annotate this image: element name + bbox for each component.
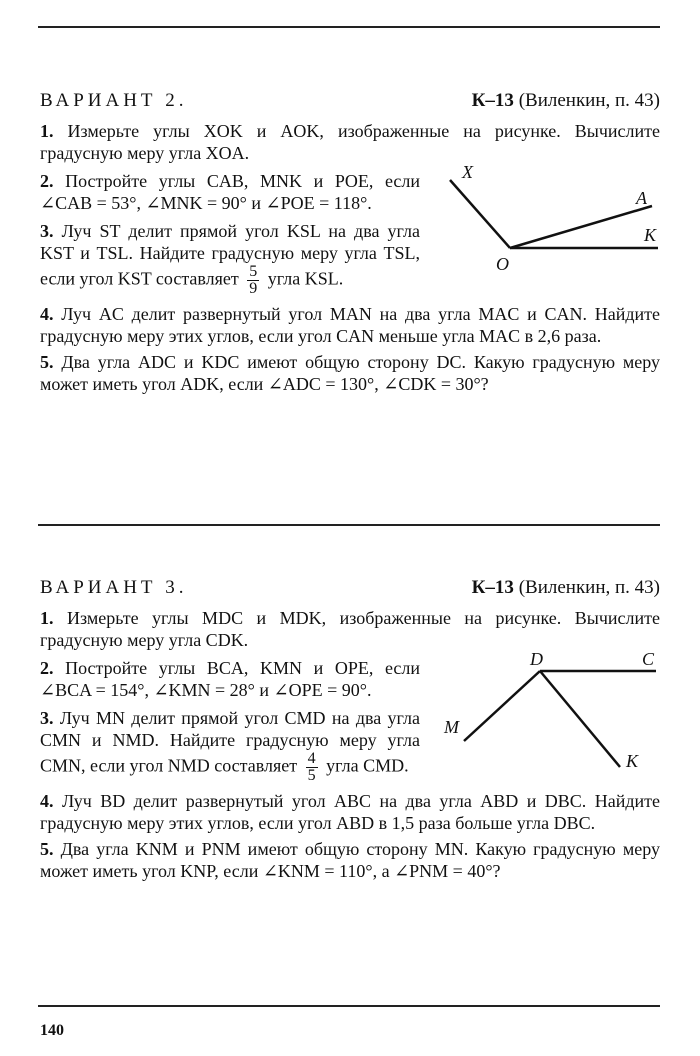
variant-3-problem-5 [40, 838, 660, 882]
variant-2-angle-figure [430, 160, 670, 280]
variant-3-problem-2 [40, 657, 420, 701]
problem-number: 2. [40, 171, 54, 191]
fraction-denominator: 5 [307, 767, 316, 784]
page-number: 140 [40, 1022, 64, 1039]
variant-2-problem-4 [40, 303, 660, 347]
problem-number: 3. [40, 708, 54, 728]
problem-text: Луч MN делит прямой угол CMD на два угла CMN и NMD. Найдите градусную меру угла CMN, если угол NMD составляет [40, 708, 420, 776]
label-x: X [462, 162, 473, 182]
problem-text: Луч AC делит развернутый угол MAN на два угла MAC и CAN. Найдите градусную меру этих углов, если угол CAN меньше угла MAC в 2,6 раза. [40, 304, 661, 346]
fraction-denominator: 9 [249, 280, 258, 297]
variant-2-code-rest: (Виленкин, п. 43) [513, 90, 660, 111]
problem-number: 1. [40, 121, 54, 141]
variant-3-code [472, 577, 660, 599]
variant-3-title: ВАРИАНТ 3. [40, 577, 188, 598]
problem-text-end: угла CMD. [326, 755, 409, 776]
problem-number: 5. [40, 352, 54, 372]
problem-text: Два угла KNM и PNM имеют общую сторону MN. Какую градусную меру может иметь угол KNP, если ∠KNM = 110°, а ∠PNM = 40°? [40, 839, 660, 881]
problem-text: Постройте углы BCA, KMN и OPE, если ∠BCA = 154°, ∠KMN = 28° и ∠OPE = 90°. [40, 658, 421, 700]
variant-2-title: ВАРИАНТ 2. [40, 90, 188, 111]
variant-2-problem-2 [40, 170, 420, 214]
label-o: O [496, 254, 509, 274]
variant-2-problem-1 [40, 120, 660, 164]
problem-text: Постройте углы CAB, MNK и POE, если ∠CAB = 53°, ∠MNK = 90° и ∠POE = 118°. [40, 171, 421, 213]
variant-3-problem-4 [40, 790, 660, 834]
label-c: C [642, 649, 655, 669]
fraction [247, 264, 259, 297]
fraction [306, 751, 318, 784]
ray-dm [464, 671, 540, 741]
ray-oa [510, 206, 652, 248]
problem-number: 1. [40, 608, 54, 628]
problem-number: 4. [40, 791, 54, 811]
top-rule [38, 26, 660, 28]
fraction-numerator: 4 [307, 750, 316, 767]
ray-dk [540, 671, 620, 767]
variant-2-code-bold: К–13 [471, 90, 514, 111]
problem-text: Измерьте углы XOK и AOK, изображенные на рисунке. Вычислите градусную меру угла XOA. [40, 121, 661, 163]
problem-number: 5. [40, 839, 54, 859]
variant-2-problem-3 [40, 220, 420, 297]
label-a: A [636, 188, 647, 208]
variant-3-header [40, 577, 660, 607]
middle-rule [38, 524, 660, 526]
fraction-numerator: 5 [249, 263, 258, 280]
problem-number: 2. [40, 658, 54, 678]
variant-3-problem-3 [40, 707, 420, 784]
variant-3-angle-figure [430, 645, 670, 780]
problem-text: Луч BD делит развернутый угол ABC на два угла ABD и DBC. Найдите градусную меру этих углов, если угол ABD в 1,5 раза больше угла DBC. [40, 791, 661, 833]
problem-text: Измерьте углы MDC и MDK, изображенные на рисунке. Вычислите градусную меру угла CDK. [40, 608, 661, 650]
variant-3-code-rest: (Виленкин, п. 43) [513, 577, 660, 598]
problem-number: 3. [40, 221, 54, 241]
problem-text-end: угла KSL. [267, 268, 344, 289]
label-d: D [530, 649, 543, 669]
ray-ox [450, 180, 510, 248]
problem-text: Луч ST делит прямой угол KSL на два угла KST и TSL. Найдите градусную меру угла TSL, если угол KST составляет [40, 221, 421, 289]
variant-2-header [40, 90, 660, 120]
problem-text: Два угла ADC и KDC имеют общую сторону DC. Какую градусную меру может иметь угол ADK, если ∠ADC = 130°, ∠CDK = 30°? [40, 352, 661, 394]
label-k: K [626, 751, 639, 771]
label-k: K [644, 225, 657, 245]
problem-number: 4. [40, 304, 54, 324]
variant-2-problem-5 [40, 351, 660, 395]
variant-3-code-bold: К–13 [471, 577, 514, 598]
bottom-rule [38, 1005, 660, 1007]
label-m: M [444, 717, 459, 737]
variant-2-code [472, 90, 660, 112]
